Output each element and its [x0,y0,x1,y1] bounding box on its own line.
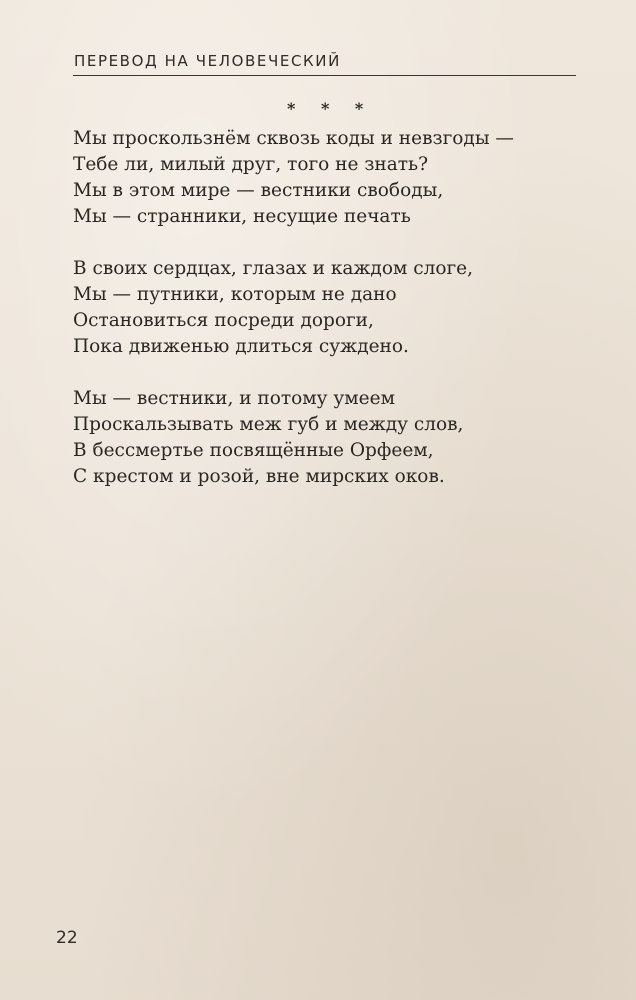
poem-line: Мы проскользнём сквозь коды и невзгоды — [73,128,514,149]
poem-line: Пока движенью длиться суждено. [73,336,409,357]
page-number: 22 [56,928,78,948]
running-header-title: ПЕРЕВОД НА ЧЕЛОВЕЧЕСКИЙ [74,52,341,70]
poem [73,96,573,516]
header-rule [73,75,576,76]
poem-line: Мы — путники, которым не дано [73,284,397,305]
poem-line: Проскальзывать меж губ и между слов, [73,414,464,435]
section-separator: * * * [287,99,374,118]
poem-line: Мы в этом мире — вестники свободы, [73,180,444,201]
poem-line: Тебе ли, милый друг, того не знать? [73,154,428,175]
poem-line: Мы — вестники, и потому умеем [73,388,395,409]
poem-line: В бессмертье посвящённые Орфеем, [73,440,434,461]
stanza-3 [73,386,573,490]
poem-line: В своих сердцах, глазах и каждом слоге, [73,258,473,279]
poem-line: С крестом и розой, вне мирских оков. [73,466,445,487]
poem-line: Остановиться посреди дороги, [73,310,374,331]
running-header [73,50,576,76]
poem-line: Мы — странники, несущие печать [73,206,411,227]
stanza-1 [73,126,573,230]
stanza-2 [73,256,573,360]
